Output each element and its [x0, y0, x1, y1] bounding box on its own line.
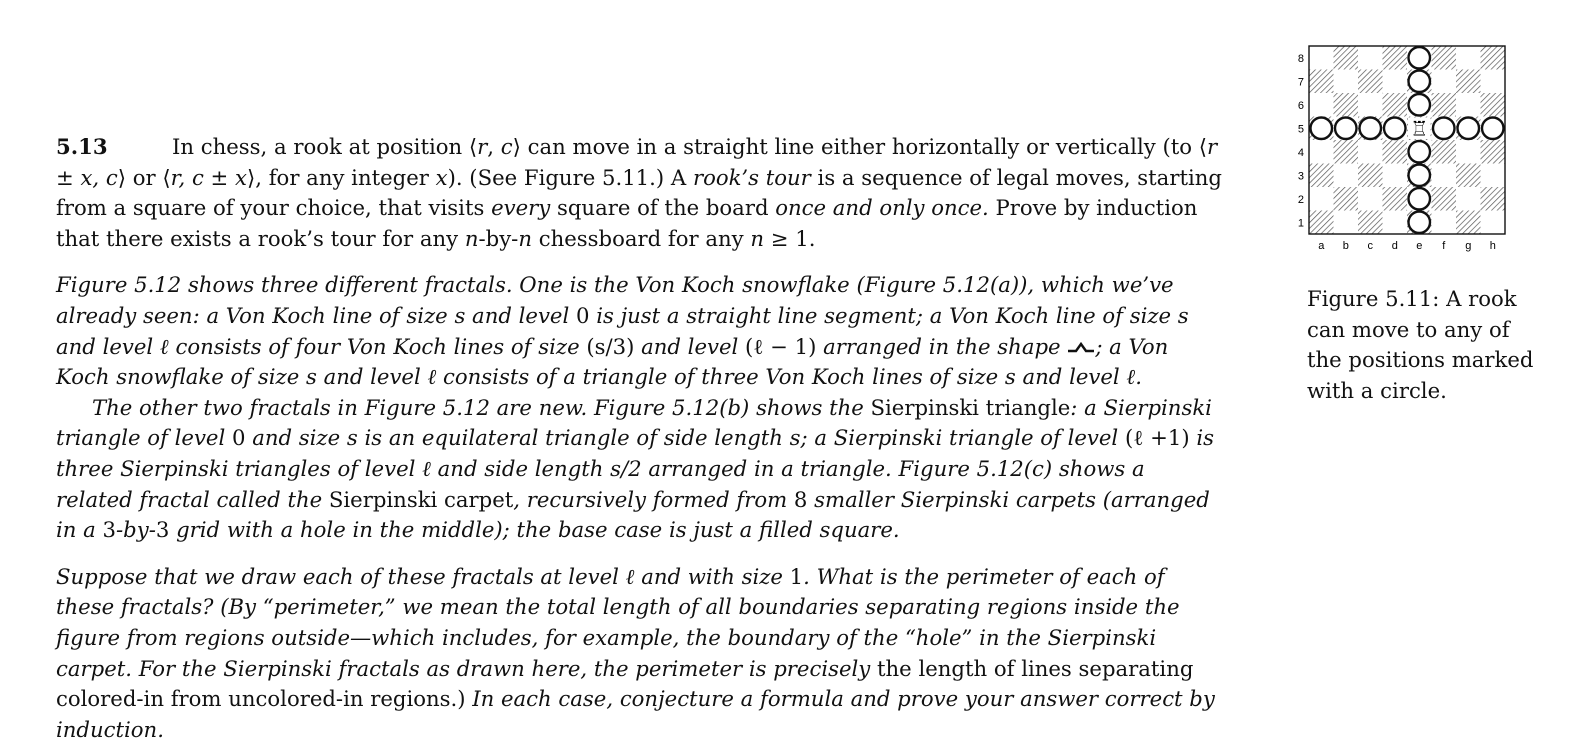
move-circle-c5 [1360, 118, 1382, 140]
square-a8 [1309, 46, 1334, 70]
square-b4 [1334, 140, 1359, 164]
square-b6 [1334, 93, 1359, 117]
square-c6 [1358, 93, 1383, 117]
square-f2 [1432, 187, 1457, 211]
square-c2 [1358, 187, 1383, 211]
square-f4 [1432, 140, 1457, 164]
move-circle-e3 [1409, 165, 1431, 187]
square-a3 [1309, 164, 1334, 188]
square-b2 [1334, 187, 1359, 211]
rank-label: 7 [1297, 76, 1304, 89]
square-a4 [1309, 140, 1334, 164]
square-b3 [1334, 164, 1359, 188]
square-f8 [1432, 46, 1457, 70]
paragraph-sierpinski: The other two fractals in Figure 5.12 are new. Figure 5.12(b) shows the Sierpinski triangle: a Sierpinski triangle of level 0 and size s is an equilateral triangle of side length s; a Sierpinski triangle of level (ℓ +1) is three Sierpinski triangles of level ℓ and side length s/2 arranged in a triangle. Figure 5.12(c) shows a related fractal called the Sierpinski carpet, recursively formed from 8 smaller Sierpinski carpets (arranged in a 3-by-3 grid with a hole in the middle); the base case is just a filled square. [56, 394, 1214, 543]
move-circle-h5 [1482, 118, 1504, 140]
square-h2 [1481, 187, 1506, 211]
file-label: f [1442, 240, 1446, 252]
square-c7 [1358, 70, 1383, 94]
figure-caption: Figure 5.11: A rook can move to any of the positions marked with a circle. [1307, 286, 1534, 403]
move-circle-e2 [1409, 188, 1431, 210]
paragraph-von-koch: Figure 5.12 shows three different fractals. One is the Von Koch snowflake (Figure 5.12(a)), which we’ve already seen: a Von Koch line of size s and level 0 is just a straight line segment; a Von Koch line of size s and level ℓ consists of four Von Koch lines of size (s/3) and level (ℓ − 1) arranged in the shape ; a Von Koch snowflake of size s and level ℓ consists of a triangle of three Von Koch lines of size s and level ℓ. [56, 272, 1189, 390]
square-f1 [1432, 211, 1457, 235]
paragraph-perimeter: Suppose that we draw each of these fractals at level ℓ and with size 1. What is the perimeter of each of these fractals? (By “perimeter,” we mean the total length of all boundaries separating regions inside the figure from regions outside—which includes, for example, the boundary of the “hole” in the Sierpinski carpet. For the Sierpinski fractals as drawn here, the perimeter is precisely the length of lines separating colored-in from uncolored-in regions.) In each case, conjecture a formula and prove your answer correct by induction. [56, 563, 1215, 742]
square-h3 [1481, 164, 1506, 188]
square-a2 [1309, 187, 1334, 211]
rook-figure [1288, 40, 1518, 266]
move-circle-e6 [1409, 94, 1431, 116]
square-h8 [1481, 46, 1506, 70]
square-d2 [1383, 187, 1408, 211]
square-g2 [1456, 187, 1481, 211]
move-circle-e4 [1409, 141, 1431, 163]
square-c8 [1358, 46, 1383, 70]
rank-label: 6 [1297, 99, 1304, 112]
square-b1 [1334, 211, 1359, 235]
rank-label: 1 [1297, 217, 1304, 230]
move-circle-e1 [1409, 212, 1431, 234]
square-d7 [1383, 70, 1408, 94]
square-d6 [1383, 93, 1408, 117]
file-label: d [1391, 240, 1398, 252]
koch-shape-icon [1067, 341, 1095, 355]
square-a7 [1309, 70, 1334, 94]
move-circle-g5 [1458, 118, 1480, 140]
square-g3 [1456, 164, 1481, 188]
square-g4 [1456, 140, 1481, 164]
chessboard [1288, 40, 1518, 266]
square-f3 [1432, 164, 1457, 188]
main-text [56, 132, 1226, 745]
square-d8 [1383, 46, 1408, 70]
square-d4 [1383, 140, 1408, 164]
square-a6 [1309, 93, 1334, 117]
rank-label: 2 [1297, 193, 1304, 206]
file-label: h [1489, 240, 1496, 252]
square-g8 [1456, 46, 1481, 70]
square-f6 [1432, 93, 1457, 117]
square-c3 [1358, 164, 1383, 188]
rank-label: 8 [1297, 52, 1304, 65]
file-label: a [1318, 240, 1325, 252]
rank-label: 3 [1297, 170, 1304, 183]
file-label: e [1416, 240, 1423, 252]
square-h6 [1481, 93, 1506, 117]
square-h7 [1481, 70, 1506, 94]
rank-label: 4 [1297, 146, 1304, 159]
rook-icon: ♖ [1410, 116, 1429, 141]
move-circle-a5 [1311, 118, 1333, 140]
square-g6 [1456, 93, 1481, 117]
move-circle-d5 [1384, 118, 1406, 140]
move-circle-b5 [1335, 118, 1357, 140]
square-c4 [1358, 140, 1383, 164]
square-f7 [1432, 70, 1457, 94]
exercise-number: 5.13 [56, 134, 108, 159]
square-b7 [1334, 70, 1359, 94]
square-g7 [1456, 70, 1481, 94]
square-h1 [1481, 211, 1506, 235]
move-circle-f5 [1433, 118, 1455, 140]
square-c1 [1358, 211, 1383, 235]
square-a1 [1309, 211, 1334, 235]
move-circle-e8 [1409, 47, 1431, 69]
rank-label: 5 [1297, 123, 1304, 136]
exercise-5-13: 5.13 In chess, a rook at position ⟨r, c⟩ can move in a straight line either horizontally or vertically (to ⟨r ± x, c⟩ or ⟨r, c ± x⟩, for any integer x). (See Figure 5.11.) A rook’s tour is a sequence of legal moves, starting from a square of your choice, that visits every square of the board once and only once. Prove by induction that there exists a rook’s tour for any n-by-n chessboard for any n ≥ 1. [56, 134, 1222, 251]
square-b8 [1334, 46, 1359, 70]
square-d3 [1383, 164, 1408, 188]
square-h4 [1481, 140, 1506, 164]
square-d1 [1383, 211, 1408, 235]
file-label: c [1367, 240, 1373, 252]
file-label: g [1465, 240, 1472, 252]
move-circle-e7 [1409, 71, 1431, 93]
file-label: b [1342, 240, 1349, 252]
square-g1 [1456, 211, 1481, 235]
